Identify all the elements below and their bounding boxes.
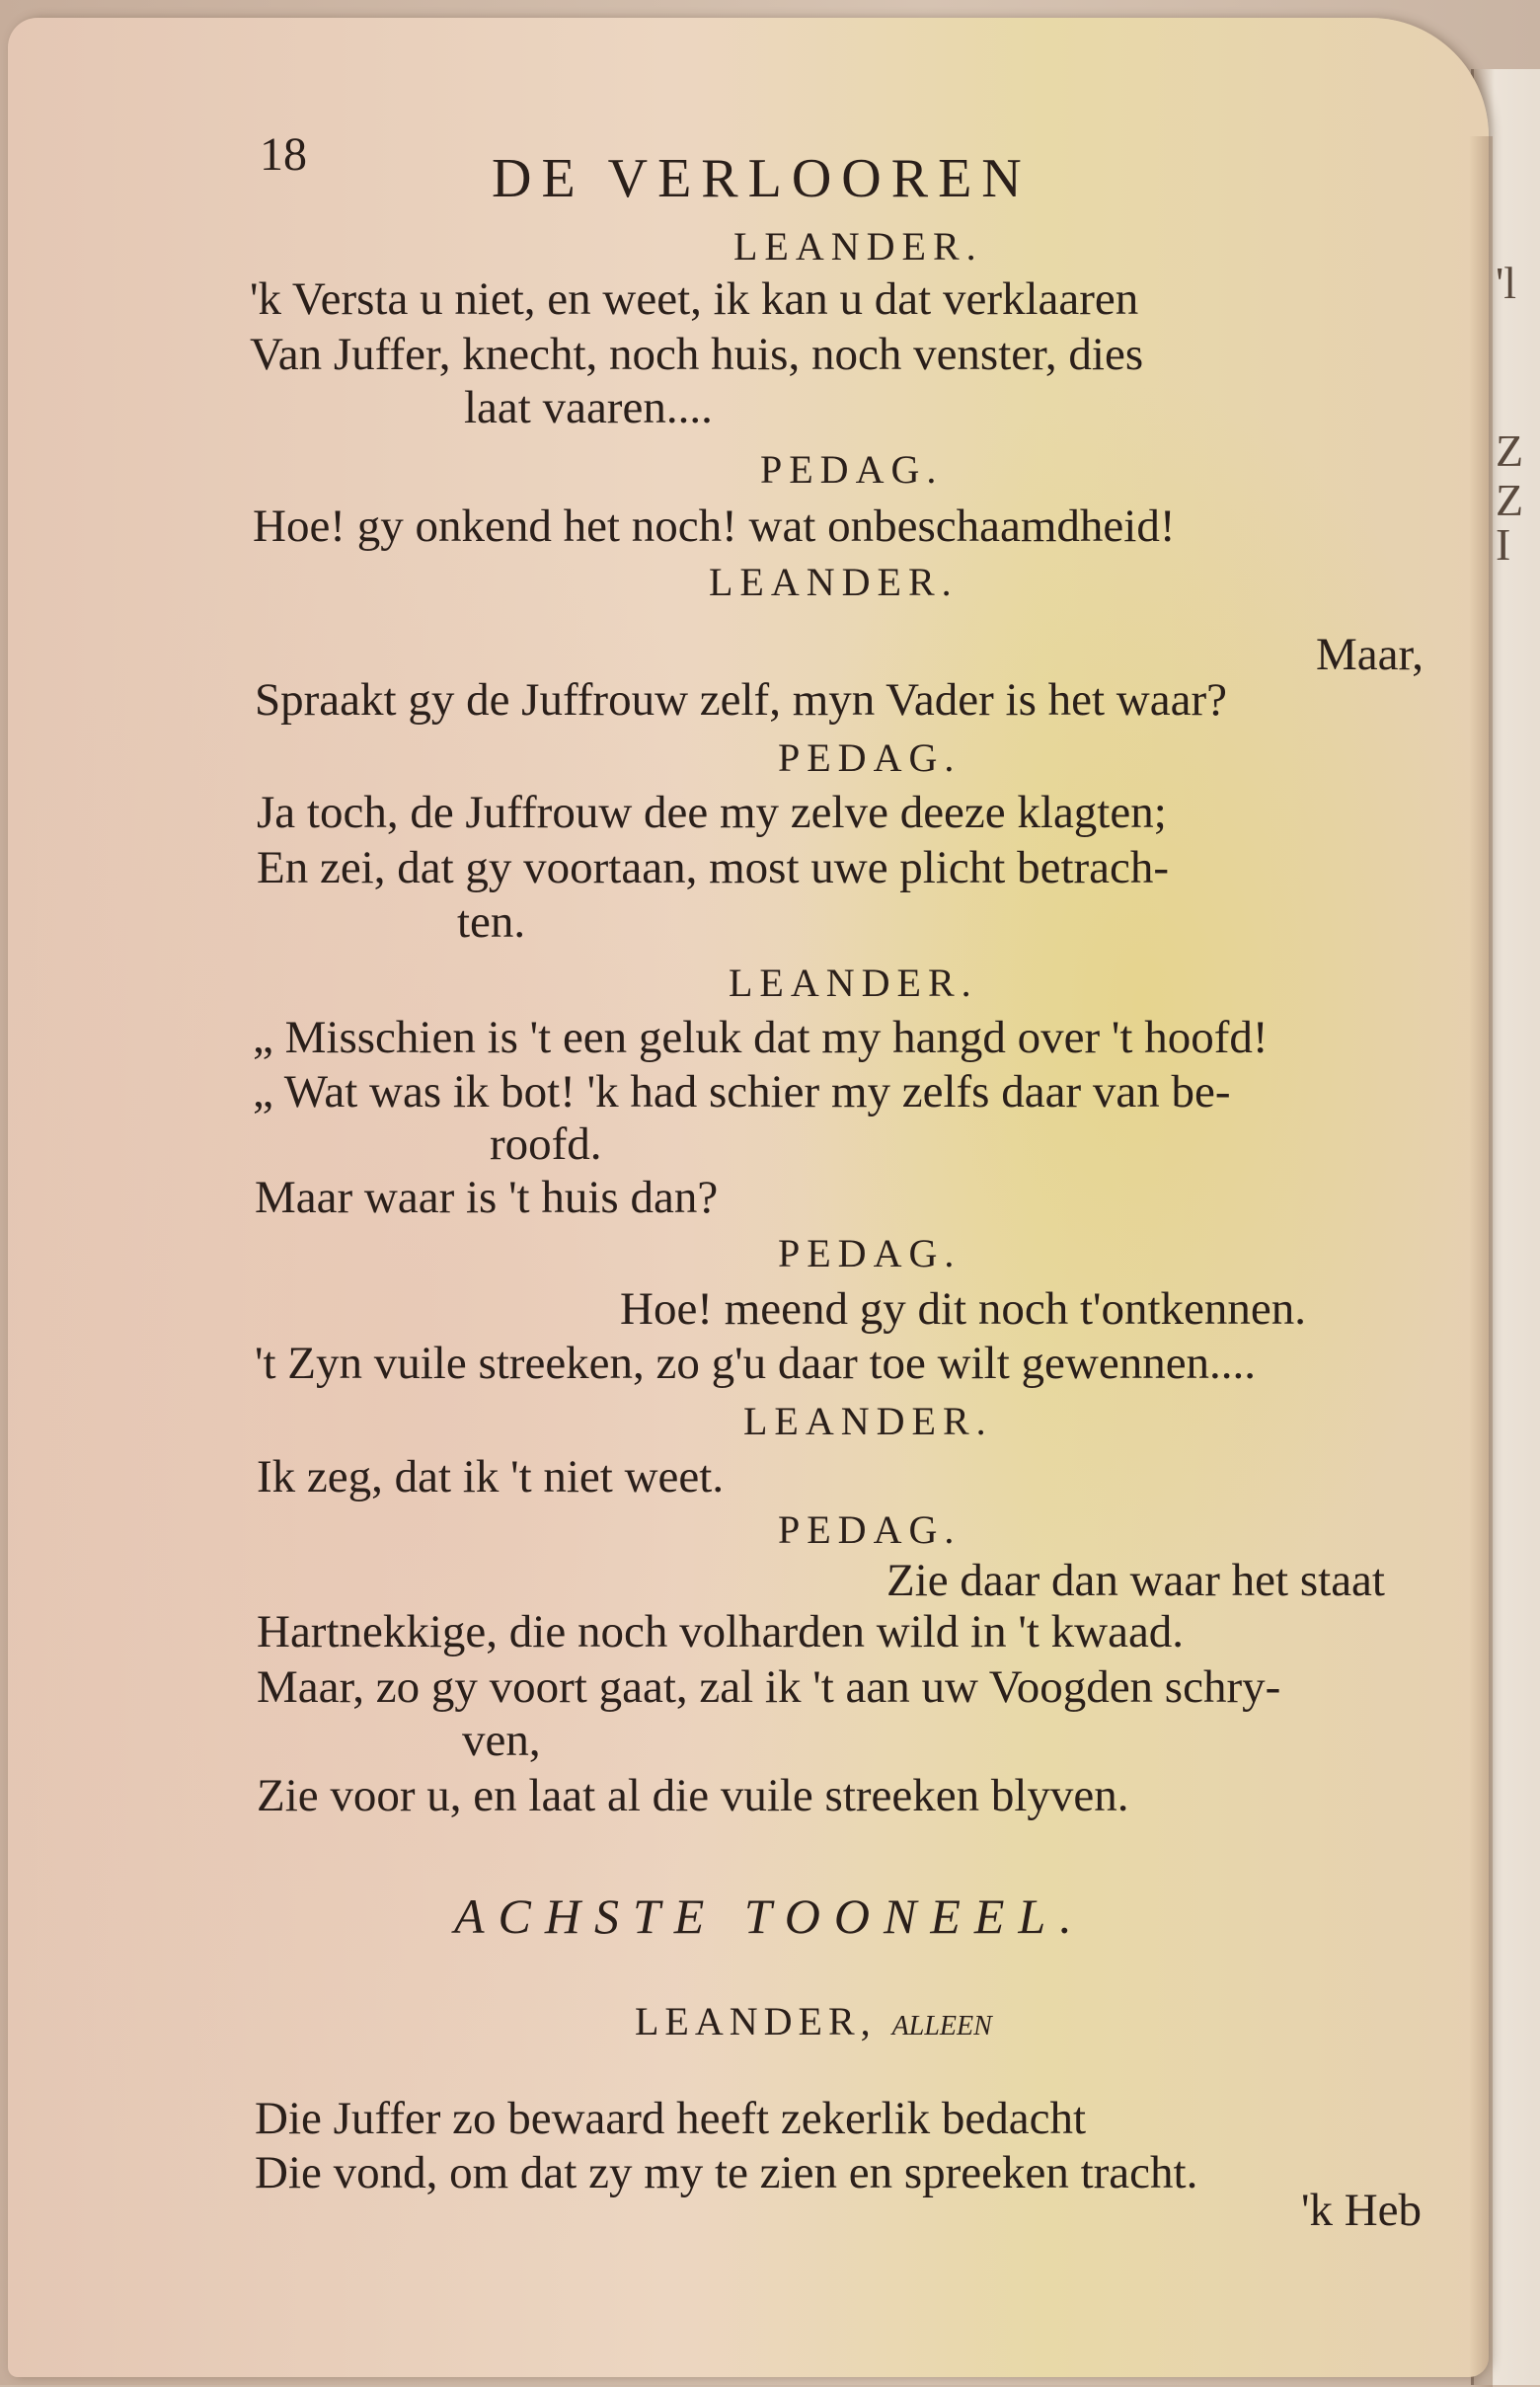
verse-line: Die Juffer zo bewaard heeft zekerlik bedacht <box>255 2093 1087 2144</box>
verse-line: Hartnekkige, die noch volharden wild in 't kwaad. <box>257 1606 1185 1657</box>
speaker-name: LEANDER. <box>709 560 959 604</box>
verse-line: En zei, dat gy voortaan, most uwe plicht betrach- <box>257 842 1170 893</box>
verse-line: Zie daar dan waar het staat <box>886 1555 1385 1606</box>
verse-line: laat vaaren.... <box>464 382 713 433</box>
book-page <box>8 18 1489 2377</box>
speaker-name: LEANDER. <box>729 961 978 1005</box>
facing-page-fragment: I <box>1496 519 1511 570</box>
verse-line: Maar, <box>1316 629 1424 680</box>
speaker-name: PEDAG. <box>778 1507 962 1552</box>
verse-line: Maar, zo gy voort gaat, zal ik 't aan uw Voogden schry- <box>257 1661 1281 1713</box>
speaker-name: LEANDER. <box>733 224 983 269</box>
verse-line: ven, <box>462 1715 541 1766</box>
scene-title: ACHSTE TOONEEL. <box>454 1888 1086 1944</box>
scene-speaker-note: alleen <box>891 1999 992 2043</box>
running-title: DE VERLOOREN <box>492 148 1032 209</box>
verse-line: Ja toch, de Juffrouw dee my zelve deeze klagten; <box>257 787 1167 838</box>
speaker-name: PEDAG. <box>760 447 944 492</box>
verse-line: „ Wat was ik bot! 'k had schier my zelfs daar van be- <box>253 1066 1231 1117</box>
page-number: 18 <box>260 128 307 181</box>
scene-speaker <box>635 1999 992 2043</box>
verse-line: Zie voor u, en laat al die vuile streeken blyven. <box>257 1770 1129 1821</box>
speaker-name: PEDAG. <box>778 1231 962 1275</box>
verse-line: Ik zeg, dat ik 't niet weet. <box>257 1451 725 1502</box>
facing-page-fragment: 'l <box>1496 258 1517 308</box>
speaker-name: LEANDER. <box>743 1399 993 1443</box>
verse-line: Die vond, om dat zy my te zien en spreeken tracht. <box>255 2147 1198 2198</box>
verse-line: Maar waar is 't huis dan? <box>255 1172 719 1223</box>
verse-line: roofd. <box>490 1118 602 1170</box>
facing-page-fragment: Z <box>1496 425 1524 476</box>
verse-line: Van Juffer, knecht, noch huis, noch venster, dies <box>250 329 1144 380</box>
verse-line: Hoe! gy onkend het noch! wat onbeschaamdheid! <box>253 500 1176 552</box>
scene-speaker-name: LEANDER, <box>635 1999 877 2043</box>
verse-line: Spraakt gy de Juffrouw zelf, myn Vader is het waar? <box>255 674 1227 726</box>
page-shadow <box>1469 136 1493 2387</box>
speaker-name: PEDAG. <box>778 735 962 780</box>
facing-page-fragment: Z <box>1496 475 1524 525</box>
verse-line: „ Misschien is 't een geluk dat my hangd over 't hoofd! <box>253 1012 1269 1063</box>
verse-line: 'k Versta u niet, en weet, ik kan u dat verklaaren <box>250 273 1139 325</box>
verse-line: 't Zyn vuile streeken, zo g'u daar toe wilt gewennen.... <box>255 1338 1257 1389</box>
verse-line: Hoe! meend gy dit noch t'ontkennen. <box>620 1283 1307 1335</box>
verse-line: ten. <box>457 896 526 948</box>
catchword: 'k Heb <box>1301 2185 1423 2236</box>
